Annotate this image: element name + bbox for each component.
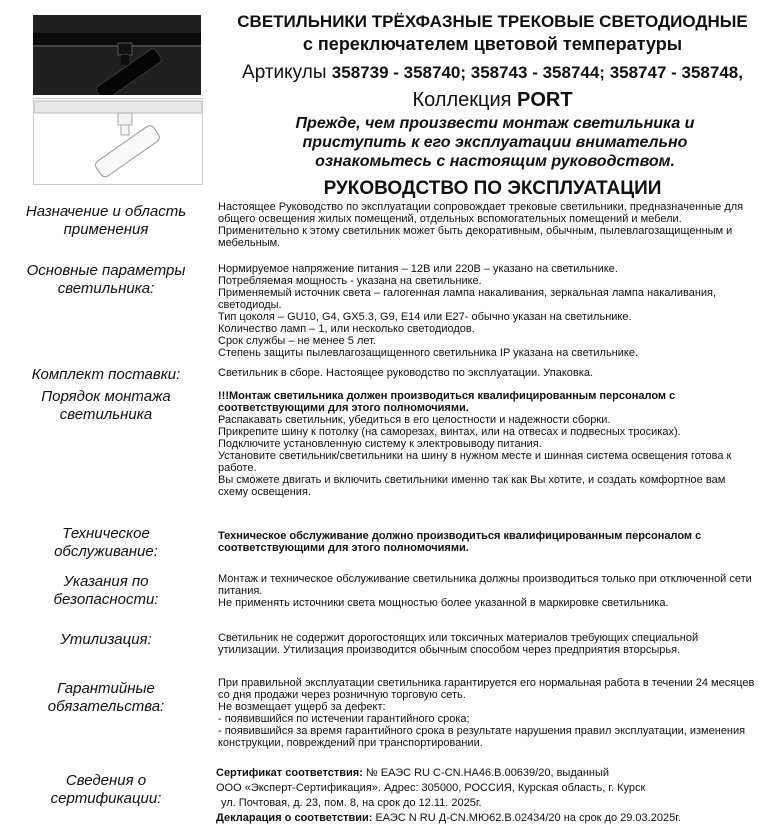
- install-line: Прикрепите шину к потолку (на саморезах, винтах, или на отвесах и подвесных тросиках).: [218, 426, 681, 438]
- warranty-label: Гарантийные обязательства:: [47, 680, 165, 715]
- disposal-text: Светильник не содержит дорогостоящих или токсичных материалов требующих специальной утилизации. Утилизация производится обычным способом через предприятия вторсырья.: [218, 632, 699, 656]
- warranty-line: При правильной эксплуатации светильника гарантируется его нормальная работа в течении 24 месяцев со дня продажи через розничную торговую сеть.: [218, 677, 755, 701]
- certification-text: [216, 766, 761, 826]
- params-text: [218, 263, 758, 359]
- install-line: Подключите установленную систему к электровыводу питания.: [218, 438, 542, 450]
- kit-label: Комплект поставки:: [31, 366, 181, 383]
- cert-value: № ЕАЭС RU С-CN.НА46.В.00639/20, выданный: [362, 767, 610, 779]
- safety-label: Указания по безопасности:: [53, 573, 159, 608]
- params-label: Основные параметры светильника:: [26, 262, 186, 297]
- product-photo-white: [33, 98, 203, 185]
- articles-value: 358739 - 358740; 358743 - 358744; 358747 - 358748,: [331, 63, 743, 82]
- cert-line: [216, 766, 761, 781]
- cert-line: ООО «Эксперт-Сертификация». Адрес: 305000, РОССИЯ, Курская область, г. Курск: [216, 782, 646, 794]
- install-label: Порядок монтажа светильника: [41, 388, 171, 423]
- safety-line: Монтаж и техническое обслуживание светильника должны производиться только при отключенной сети питания.: [218, 573, 752, 597]
- service-label: Техническое обслуживание:: [54, 525, 158, 560]
- cert-label: Сертификат соответствия:: [216, 767, 363, 779]
- purpose-label: Назначение и область применения: [25, 203, 187, 238]
- collection-line: [205, 87, 780, 113]
- params-line: Степень защиты пылевлагозащищенного светильника IP указана на светильнике.: [218, 347, 639, 359]
- product-photo-black: [33, 15, 201, 95]
- track-light-white-icon: [34, 99, 202, 184]
- purpose-text: Настоящее Руководство по эксплуатации сопровождает трековые светильники, предназначенные для общего освещения жилых помещений, отдельных вспомогательных помещений и мебели. Применительно к этому светильник может быть декоративным, обычным, пылевлагозащищенным и мебельным.: [218, 201, 744, 249]
- params-line: Потребляемая мощность - указана на светильнике.: [218, 275, 482, 287]
- install-line: Вы сможете двигать и включить светильники именно так как Вы хотите, и создать комфортное вам схему освещения.: [218, 474, 726, 498]
- params-line: Применяемый источник света – галогенная лампа накаливания, зеркальная лампа накаливания, светодиоды.: [218, 287, 717, 311]
- collection-value: PORT: [517, 89, 573, 111]
- articles-line: [205, 60, 780, 86]
- decl-value: ЕАЭС N RU Д-CN.МЮ62.В.02434/20 на срок до 29.03.2025г.: [372, 812, 681, 824]
- params-line: Количество ламп – 1, или несколько светодиодов.: [218, 323, 475, 335]
- params-line: Срок службы – не менее 5 лет.: [218, 335, 377, 347]
- decl-label: Декларация о соответствии:: [216, 812, 373, 824]
- params-line: Тип цоколя – GU10, G4, GX5.3, G9, E14 или E27- обычно указан на светильнике.: [218, 311, 632, 323]
- service-text: Техническое обслуживание должно производиться квалифицированным персоналом с соответствующими для этого полномочиями.: [218, 530, 702, 554]
- certification-label: Сведения о сертификации:: [50, 772, 162, 807]
- params-line: Нормируемое напряжение питания – 12В или 220В – указано на светильнике.: [218, 263, 618, 275]
- intro-text: Прежде, чем произвести монтаж светильника и приступить к его эксплуатации внимательно ознакомьтесь с настоящим руководством.: [295, 115, 695, 170]
- warranty-line: - появившийся за время гарантийного срока в результате нарушения правил эксплуатации, изменения конструкции, повреждений при транспортировании.: [218, 725, 746, 749]
- warranty-line: Не возмещает ущерб за дефект:: [218, 701, 386, 713]
- kit-text: Светильник в сборе. Настоящее руководство по эксплуатации. Упаковка.: [218, 367, 593, 379]
- safety-text: [218, 573, 758, 609]
- articles-label: Артикулы: [242, 62, 332, 83]
- collection-label: Коллекция: [412, 89, 517, 111]
- install-text: [218, 390, 758, 498]
- manual-title: РУКОВОДСТВО ПО ЭКСПЛУАТАЦИИ: [323, 178, 662, 199]
- disposal-label: Утилизация:: [60, 631, 152, 648]
- title-line2: с переключателем цветовой температуры: [302, 34, 683, 54]
- install-warning: !!!Монтаж светильника должен производиться квалифицированным персоналом с соответствующими для этого полномочиями.: [218, 390, 676, 414]
- warranty-text: [218, 677, 758, 749]
- install-line: Распакавать светильник, убедиться в его целостности и надежности сборки.: [218, 414, 611, 426]
- title-line1: СВЕТИЛЬНИКИ ТРЁХФАЗНЫЕ ТРЕКОВЫЕ СВЕТОДИОДНЫЕ: [237, 12, 748, 31]
- warranty-line: - появившийся по истечении гарантийного срока;: [218, 713, 470, 725]
- track-light-black-icon: [33, 15, 201, 95]
- safety-line: Не применять источники света мощностью более указанной в маркировке светильника.: [218, 597, 669, 609]
- install-line: Установите светильник/светильники на шину в нужном месте и шинная система освещения готова к работе.: [218, 450, 732, 474]
- cert-line: ул. Почтовая, д. 23, пом. 8, на срок до 12.11. 2025г.: [221, 797, 482, 809]
- decl-line: [216, 811, 761, 826]
